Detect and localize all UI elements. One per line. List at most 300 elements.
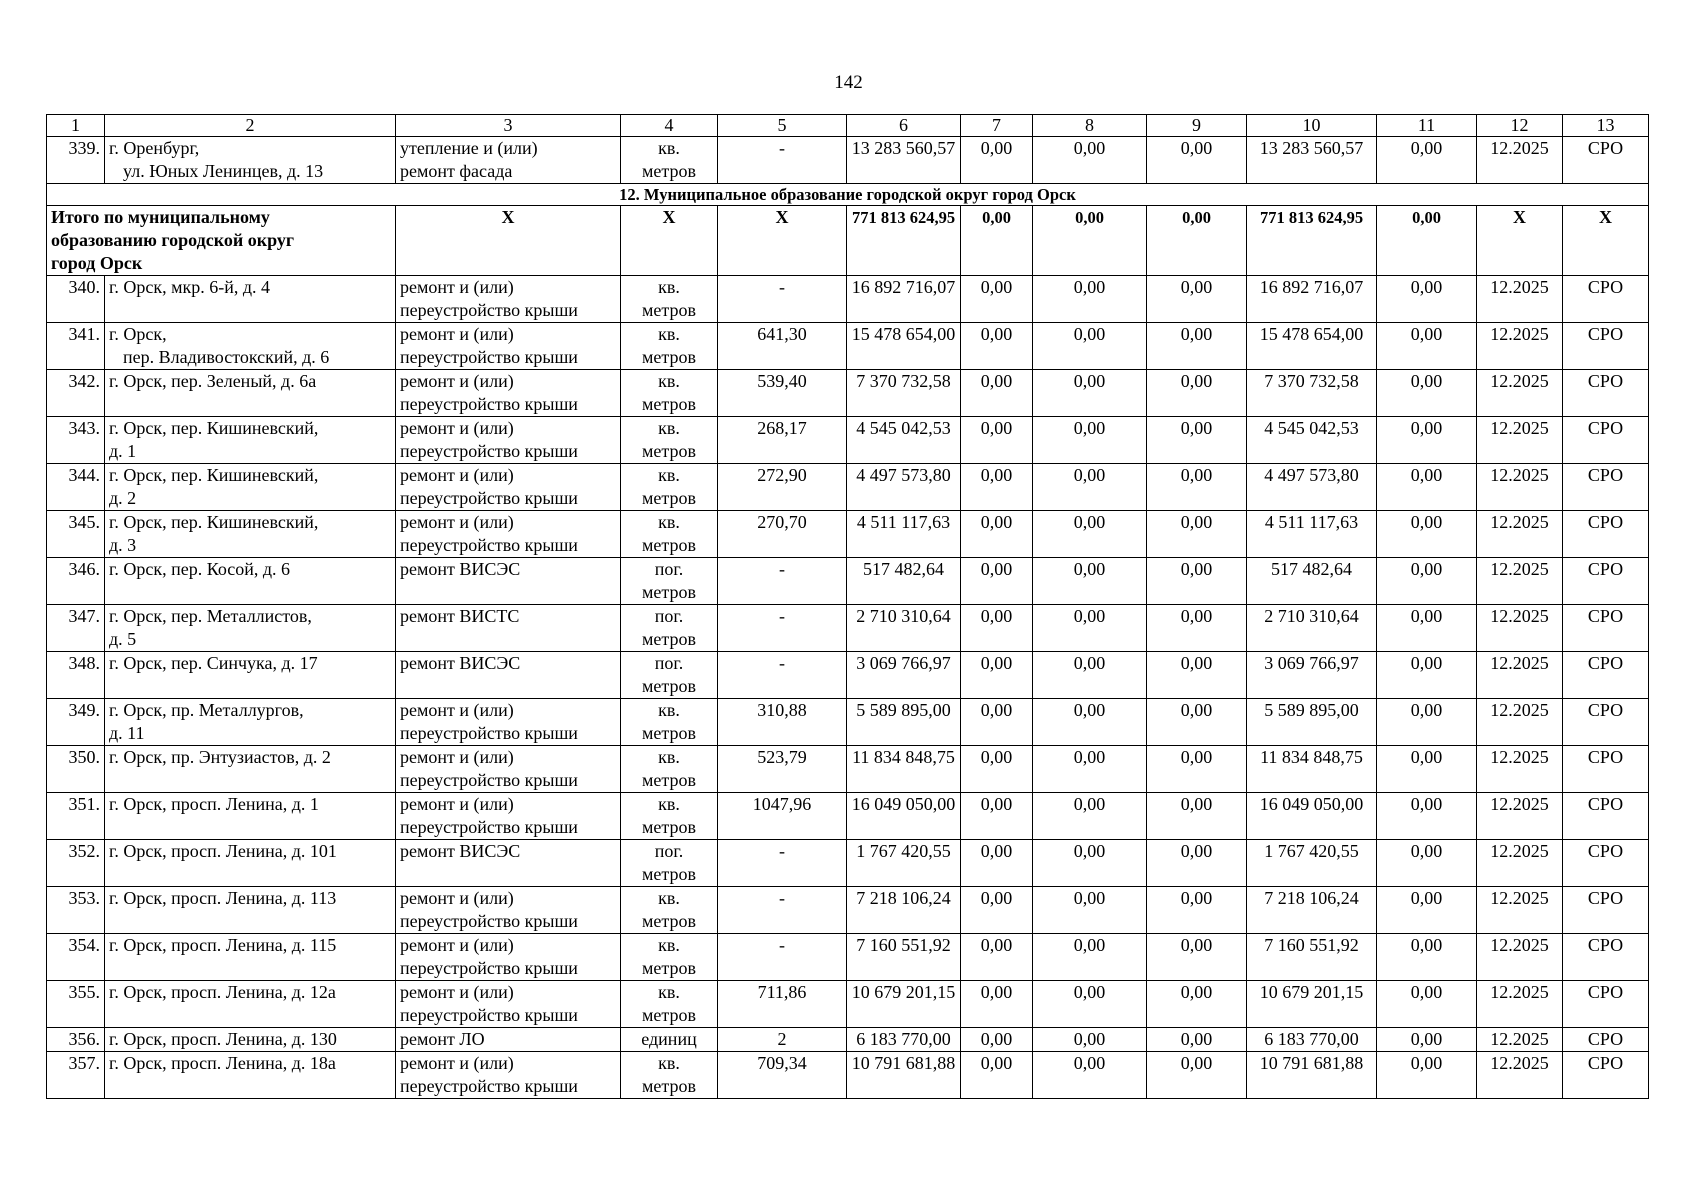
address-cell-line: г. Орск, просп. Ленина, д. 1 (109, 794, 319, 814)
work-type-cell-line: переустройство крыши (400, 488, 578, 508)
col-8-cell: 0,00 (1033, 840, 1147, 887)
unit-cell-line: кв. (658, 1053, 680, 1073)
row-number: 349. (47, 699, 105, 746)
col-7-cell: 0,00 (961, 652, 1033, 699)
deadline-cell: 12.2025 (1477, 840, 1563, 887)
cost-cell: 3 069 766,97 (847, 652, 961, 699)
quantity-cell: - (718, 276, 847, 323)
unit-cell-line: кв. (658, 138, 680, 158)
col-10-cell: 13 283 560,57 (1247, 137, 1377, 184)
unit-cell-line: метров (642, 441, 696, 461)
cost-cell: 16 892 716,07 (847, 276, 961, 323)
col-9-cell: 0,00 (1147, 887, 1247, 934)
contractor-type-cell: СРО (1563, 605, 1649, 652)
col-7-cell: 0,00 (961, 887, 1033, 934)
cost-cell: 7 218 106,24 (847, 887, 961, 934)
unit-cell (621, 1052, 718, 1099)
col-8-cell: 0,00 (1033, 1052, 1147, 1099)
unit-cell-line: метров (642, 958, 696, 978)
address-cell-line: пер. Владивостокский, д. 6 (123, 347, 330, 367)
unit-cell (621, 511, 718, 558)
deadline-cell: 12.2025 (1477, 1052, 1563, 1099)
row-number: 355. (47, 981, 105, 1028)
work-type-cell-line: ремонт и (или) (400, 324, 514, 344)
col-8-cell: 0,00 (1033, 276, 1147, 323)
total-col-3: Х (396, 206, 621, 276)
quantity-cell: 641,30 (718, 323, 847, 370)
unit-cell (621, 558, 718, 605)
quantity-cell: - (718, 558, 847, 605)
row-number: 344. (47, 464, 105, 511)
unit-cell-line: метров (642, 1005, 696, 1025)
unit-cell-line: пог. (654, 841, 684, 861)
address-cell (105, 793, 396, 840)
unit-cell (621, 652, 718, 699)
col-7-cell: 0,00 (961, 323, 1033, 370)
unit-cell-line: метров (642, 864, 696, 884)
cost-cell: 13 283 560,57 (847, 137, 961, 184)
work-type-cell-line: ремонт и (или) (400, 277, 514, 297)
unit-cell-line: кв. (658, 747, 680, 767)
col-10-cell: 7 370 732,58 (1247, 370, 1377, 417)
unit-cell (621, 323, 718, 370)
address-cell-line: д. 3 (109, 535, 137, 555)
quantity-cell: 709,34 (718, 1052, 847, 1099)
address-cell-line: г. Орск, просп. Ленина, д. 18а (109, 1053, 336, 1073)
col-11-cell: 0,00 (1377, 1052, 1477, 1099)
total-col-7: 0,00 (961, 206, 1033, 276)
contractor-type-cell: СРО (1563, 840, 1649, 887)
address-cell-line: д. 2 (109, 488, 137, 508)
col-9-cell: 0,00 (1147, 981, 1247, 1028)
col-9-cell: 0,00 (1147, 370, 1247, 417)
col-7-cell: 0,00 (961, 840, 1033, 887)
contractor-type-cell: СРО (1563, 887, 1649, 934)
quantity-cell: 268,17 (718, 417, 847, 464)
address-cell-line: г. Орск, просп. Ленина, д. 115 (109, 935, 337, 955)
col-8-cell: 0,00 (1033, 887, 1147, 934)
col-9-cell: 0,00 (1147, 137, 1247, 184)
cost-cell: 4 497 573,80 (847, 464, 961, 511)
deadline-cell: 12.2025 (1477, 417, 1563, 464)
work-type-cell-line: ремонт и (или) (400, 935, 514, 955)
work-type-cell-line: ремонт и (или) (400, 465, 514, 485)
unit-cell (621, 370, 718, 417)
total-col-5: Х (718, 206, 847, 276)
col-9-cell: 0,00 (1147, 276, 1247, 323)
unit-cell (621, 934, 718, 981)
address-cell (105, 276, 396, 323)
col-8-cell: 0,00 (1033, 746, 1147, 793)
col-10-cell: 4 511 117,63 (1247, 511, 1377, 558)
work-type-cell-line: переустройство крыши (400, 1076, 578, 1096)
column-number-row (47, 115, 1649, 137)
address-cell-line: г. Орск, пер. Кишиневский, (109, 418, 319, 438)
work-type-cell (396, 746, 621, 793)
quantity-cell: - (718, 652, 847, 699)
table-row (47, 137, 1649, 184)
col-8-cell: 0,00 (1033, 464, 1147, 511)
cost-cell: 10 791 681,88 (847, 1052, 961, 1099)
col-8-cell: 0,00 (1033, 370, 1147, 417)
quantity-cell: 270,70 (718, 511, 847, 558)
col-11-cell: 0,00 (1377, 464, 1477, 511)
col-10-cell: 517 482,64 (1247, 558, 1377, 605)
deadline-cell: 12.2025 (1477, 699, 1563, 746)
total-col-10: 771 813 624,95 (1247, 206, 1377, 276)
cost-cell: 7 370 732,58 (847, 370, 961, 417)
work-type-cell (396, 1028, 621, 1052)
work-type-cell-line: ремонт фасада (400, 161, 513, 181)
deadline-cell: 12.2025 (1477, 323, 1563, 370)
cost-cell: 11 834 848,75 (847, 746, 961, 793)
address-cell (105, 840, 396, 887)
unit-cell (621, 464, 718, 511)
work-type-cell-line: переустройство крыши (400, 770, 578, 790)
unit-cell-line: пог. (654, 653, 684, 673)
address-cell-line: г. Оренбург, (109, 138, 200, 158)
row-number: 340. (47, 276, 105, 323)
address-cell (105, 511, 396, 558)
deadline-cell: 12.2025 (1477, 1028, 1563, 1052)
col-8-cell: 0,00 (1033, 137, 1147, 184)
contractor-type-cell: СРО (1563, 558, 1649, 605)
address-cell-line: г. Орск, пер. Синчука, д. 17 (109, 653, 318, 673)
work-type-cell (396, 1052, 621, 1099)
total-label-line: город Орск (51, 253, 143, 273)
address-cell (105, 370, 396, 417)
cost-cell: 15 478 654,00 (847, 323, 961, 370)
col-11-cell: 0,00 (1377, 137, 1477, 184)
col-9-cell: 0,00 (1147, 699, 1247, 746)
work-type-cell-line: переустройство крыши (400, 817, 578, 837)
unit-cell (621, 840, 718, 887)
work-type-cell-line: переустройство крыши (400, 441, 578, 461)
unit-cell-line: метров (642, 535, 696, 555)
quantity-cell: 523,79 (718, 746, 847, 793)
table-row (47, 323, 1649, 370)
contractor-type-cell: СРО (1563, 1052, 1649, 1099)
unit-cell-line: кв. (658, 982, 680, 1002)
deadline-cell: 12.2025 (1477, 887, 1563, 934)
col-10-cell: 6 183 770,00 (1247, 1028, 1377, 1052)
work-type-cell (396, 887, 621, 934)
col-10-cell: 11 834 848,75 (1247, 746, 1377, 793)
row-number: 342. (47, 370, 105, 417)
row-number: 352. (47, 840, 105, 887)
address-cell-line: г. Орск, пр. Энтузиастов, д. 2 (109, 747, 331, 767)
address-cell-line: г. Орск, мкр. 6-й, д. 4 (109, 277, 271, 297)
address-cell-line: г. Орск, пр. Металлургов, (109, 700, 304, 720)
address-cell (105, 887, 396, 934)
deadline-cell: 12.2025 (1477, 981, 1563, 1028)
col-11-cell: 0,00 (1377, 370, 1477, 417)
work-type-cell-line: ремонт ЛО (400, 1029, 485, 1049)
deadline-cell: 12.2025 (1477, 464, 1563, 511)
col-9-cell: 0,00 (1147, 605, 1247, 652)
unit-cell (621, 981, 718, 1028)
work-type-cell (396, 605, 621, 652)
address-cell-line: г. Орск, пер. Кишиневский, (109, 465, 319, 485)
col-11-cell: 0,00 (1377, 558, 1477, 605)
deadline-cell: 12.2025 (1477, 605, 1563, 652)
work-type-cell-line: переустройство крыши (400, 347, 578, 367)
unit-cell-line: пог. (654, 559, 684, 579)
total-label-line: Итого по муниципальному (51, 207, 270, 227)
deadline-cell: 12.2025 (1477, 137, 1563, 184)
table-row (47, 511, 1649, 558)
col-8-cell: 0,00 (1033, 323, 1147, 370)
unit-cell (621, 887, 718, 934)
unit-cell (621, 137, 718, 184)
unit-cell (621, 605, 718, 652)
work-type-cell-line: ремонт и (или) (400, 794, 514, 814)
column-number: 4 (621, 115, 718, 137)
work-type-cell (396, 137, 621, 184)
col-7-cell: 0,00 (961, 934, 1033, 981)
column-number: 9 (1147, 115, 1247, 137)
total-col-9: 0,00 (1147, 206, 1247, 276)
col-7-cell: 0,00 (961, 981, 1033, 1028)
cost-cell: 517 482,64 (847, 558, 961, 605)
address-cell (105, 934, 396, 981)
col-7-cell: 0,00 (961, 137, 1033, 184)
address-cell (105, 605, 396, 652)
contractor-type-cell: СРО (1563, 370, 1649, 417)
work-type-cell-line: ремонт ВИСЭС (400, 559, 521, 579)
col-7-cell: 0,00 (961, 699, 1033, 746)
work-type-cell-line: переустройство крыши (400, 300, 578, 320)
col-10-cell: 1 767 420,55 (1247, 840, 1377, 887)
work-type-cell-line: ремонт ВИСЭС (400, 653, 521, 673)
col-11-cell: 0,00 (1377, 793, 1477, 840)
cost-cell: 6 183 770,00 (847, 1028, 961, 1052)
col-8-cell: 0,00 (1033, 699, 1147, 746)
col-10-cell: 3 069 766,97 (1247, 652, 1377, 699)
col-11-cell: 0,00 (1377, 417, 1477, 464)
contractor-type-cell: СРО (1563, 981, 1649, 1028)
work-type-cell (396, 793, 621, 840)
unit-cell (621, 793, 718, 840)
col-9-cell: 0,00 (1147, 1028, 1247, 1052)
address-cell (105, 1052, 396, 1099)
table-row (47, 605, 1649, 652)
row-number: 354. (47, 934, 105, 981)
column-number: 12 (1477, 115, 1563, 137)
unit-cell-line: метров (642, 1076, 696, 1096)
work-type-cell-line: переустройство крыши (400, 1005, 578, 1025)
table-row (47, 370, 1649, 417)
contractor-type-cell: СРО (1563, 417, 1649, 464)
cost-cell: 5 589 895,00 (847, 699, 961, 746)
quantity-cell: 1047,96 (718, 793, 847, 840)
work-type-cell-line: ремонт и (или) (400, 371, 514, 391)
col-8-cell: 0,00 (1033, 793, 1147, 840)
deadline-cell: 12.2025 (1477, 793, 1563, 840)
deadline-cell: 12.2025 (1477, 652, 1563, 699)
col-7-cell: 0,00 (961, 793, 1033, 840)
contractor-type-cell: СРО (1563, 652, 1649, 699)
unit-cell-line: кв. (658, 512, 680, 532)
page-number: 142 (834, 72, 863, 93)
col-11-cell: 0,00 (1377, 652, 1477, 699)
address-cell (105, 417, 396, 464)
address-cell (105, 558, 396, 605)
unit-cell-line: кв. (658, 935, 680, 955)
contractor-type-cell: СРО (1563, 137, 1649, 184)
cost-cell: 16 049 050,00 (847, 793, 961, 840)
row-number: 350. (47, 746, 105, 793)
address-cell (105, 981, 396, 1028)
work-type-cell-line: переустройство крыши (400, 535, 578, 555)
row-number: 347. (47, 605, 105, 652)
work-type-cell-line: переустройство крыши (400, 723, 578, 743)
row-number: 348. (47, 652, 105, 699)
column-number: 10 (1247, 115, 1377, 137)
work-type-cell-line: переустройство крыши (400, 394, 578, 414)
work-type-cell (396, 417, 621, 464)
table-row (47, 558, 1649, 605)
col-9-cell: 0,00 (1147, 746, 1247, 793)
col-9-cell: 0,00 (1147, 793, 1247, 840)
contractor-type-cell: СРО (1563, 511, 1649, 558)
unit-cell-line: кв. (658, 888, 680, 908)
unit-cell-line: метров (642, 161, 696, 181)
row-number: 345. (47, 511, 105, 558)
row-number: 343. (47, 417, 105, 464)
total-col-12: Х (1477, 206, 1563, 276)
work-type-cell-line: ремонт ВИСТС (400, 606, 520, 626)
cost-cell: 1 767 420,55 (847, 840, 961, 887)
table-row (47, 840, 1649, 887)
address-cell (105, 652, 396, 699)
address-cell-line: г. Орск, пер. Зеленый, д. 6а (109, 371, 317, 391)
work-type-cell-line: ремонт и (или) (400, 512, 514, 532)
cost-cell: 4 511 117,63 (847, 511, 961, 558)
col-9-cell: 0,00 (1147, 652, 1247, 699)
address-cell-line: д. 1 (109, 441, 137, 461)
total-cost: 771 813 624,95 (847, 206, 961, 276)
table-row (47, 1052, 1649, 1099)
contractor-type-cell: СРО (1563, 464, 1649, 511)
row-number: 339. (47, 137, 105, 184)
col-11-cell: 0,00 (1377, 934, 1477, 981)
row-number: 341. (47, 323, 105, 370)
address-cell (105, 699, 396, 746)
col-7-cell: 0,00 (961, 605, 1033, 652)
col-11-cell: 0,00 (1377, 605, 1477, 652)
municipality-total-row (47, 206, 1649, 276)
work-type-cell-line: ремонт и (или) (400, 1053, 514, 1073)
col-8-cell: 0,00 (1033, 511, 1147, 558)
col-8-cell: 0,00 (1033, 417, 1147, 464)
cost-cell: 7 160 551,92 (847, 934, 961, 981)
address-cell (105, 323, 396, 370)
address-cell (105, 1028, 396, 1052)
col-11-cell: 0,00 (1377, 746, 1477, 793)
address-cell (105, 137, 396, 184)
address-cell-line: г. Орск, пер. Кишиневский, (109, 512, 319, 532)
column-number: 8 (1033, 115, 1147, 137)
col-7-cell: 0,00 (961, 511, 1033, 558)
section-title: 12. Муниципальное образование городской округ город Орск (47, 184, 1649, 206)
col-8-cell: 0,00 (1033, 652, 1147, 699)
contractor-type-cell: СРО (1563, 793, 1649, 840)
col-10-cell: 4 497 573,80 (1247, 464, 1377, 511)
quantity-cell: 272,90 (718, 464, 847, 511)
address-cell-line: ул. Юных Ленинцев, д. 13 (123, 161, 324, 181)
quantity-cell: - (718, 887, 847, 934)
col-9-cell: 0,00 (1147, 511, 1247, 558)
work-type-cell (396, 981, 621, 1028)
total-label-line: образованию городской округ (51, 230, 295, 250)
column-number: 6 (847, 115, 961, 137)
column-number: 7 (961, 115, 1033, 137)
total-col-8: 0,00 (1033, 206, 1147, 276)
col-11-cell: 0,00 (1377, 981, 1477, 1028)
column-number: 5 (718, 115, 847, 137)
work-type-cell (396, 511, 621, 558)
col-11-cell: 0,00 (1377, 840, 1477, 887)
unit-cell-line: кв. (658, 794, 680, 814)
quantity-cell: 2 (718, 1028, 847, 1052)
deadline-cell: 12.2025 (1477, 746, 1563, 793)
col-9-cell: 0,00 (1147, 934, 1247, 981)
section-heading-row (47, 184, 1649, 206)
address-cell-line: г. Орск, просп. Ленина, д. 113 (109, 888, 337, 908)
row-number: 353. (47, 887, 105, 934)
table-row (47, 652, 1649, 699)
work-type-cell-line: переустройство крыши (400, 911, 578, 931)
address-cell (105, 746, 396, 793)
address-cell-line: г. Орск, просп. Ленина, д. 101 (109, 841, 337, 861)
work-type-cell-line: переустройство крыши (400, 958, 578, 978)
work-type-cell (396, 934, 621, 981)
row-number: 351. (47, 793, 105, 840)
work-type-cell-line: ремонт и (или) (400, 700, 514, 720)
col-7-cell: 0,00 (961, 746, 1033, 793)
col-11-cell: 0,00 (1377, 276, 1477, 323)
work-type-cell (396, 699, 621, 746)
unit-cell-line: метров (642, 770, 696, 790)
unit-cell (621, 417, 718, 464)
col-7-cell: 0,00 (961, 276, 1033, 323)
quantity-cell: 310,88 (718, 699, 847, 746)
deadline-cell: 12.2025 (1477, 558, 1563, 605)
contractor-type-cell: СРО (1563, 323, 1649, 370)
contractor-type-cell: СРО (1563, 276, 1649, 323)
col-11-cell: 0,00 (1377, 1028, 1477, 1052)
work-type-cell (396, 276, 621, 323)
col-9-cell: 0,00 (1147, 323, 1247, 370)
work-type-cell (396, 558, 621, 605)
capital-repair-register-table (46, 114, 1649, 1099)
unit-cell-line: метров (642, 676, 696, 696)
column-number: 2 (105, 115, 396, 137)
col-8-cell: 0,00 (1033, 981, 1147, 1028)
total-col-4: Х (621, 206, 718, 276)
quantity-cell: - (718, 934, 847, 981)
col-7-cell: 0,00 (961, 370, 1033, 417)
address-cell-line: д. 5 (109, 629, 137, 649)
unit-cell-line: метров (642, 300, 696, 320)
row-number: 346. (47, 558, 105, 605)
work-type-cell-line: ремонт и (или) (400, 888, 514, 908)
quantity-cell: - (718, 840, 847, 887)
unit-cell-line: кв. (658, 324, 680, 344)
contractor-type-cell: СРО (1563, 934, 1649, 981)
deadline-cell: 12.2025 (1477, 276, 1563, 323)
